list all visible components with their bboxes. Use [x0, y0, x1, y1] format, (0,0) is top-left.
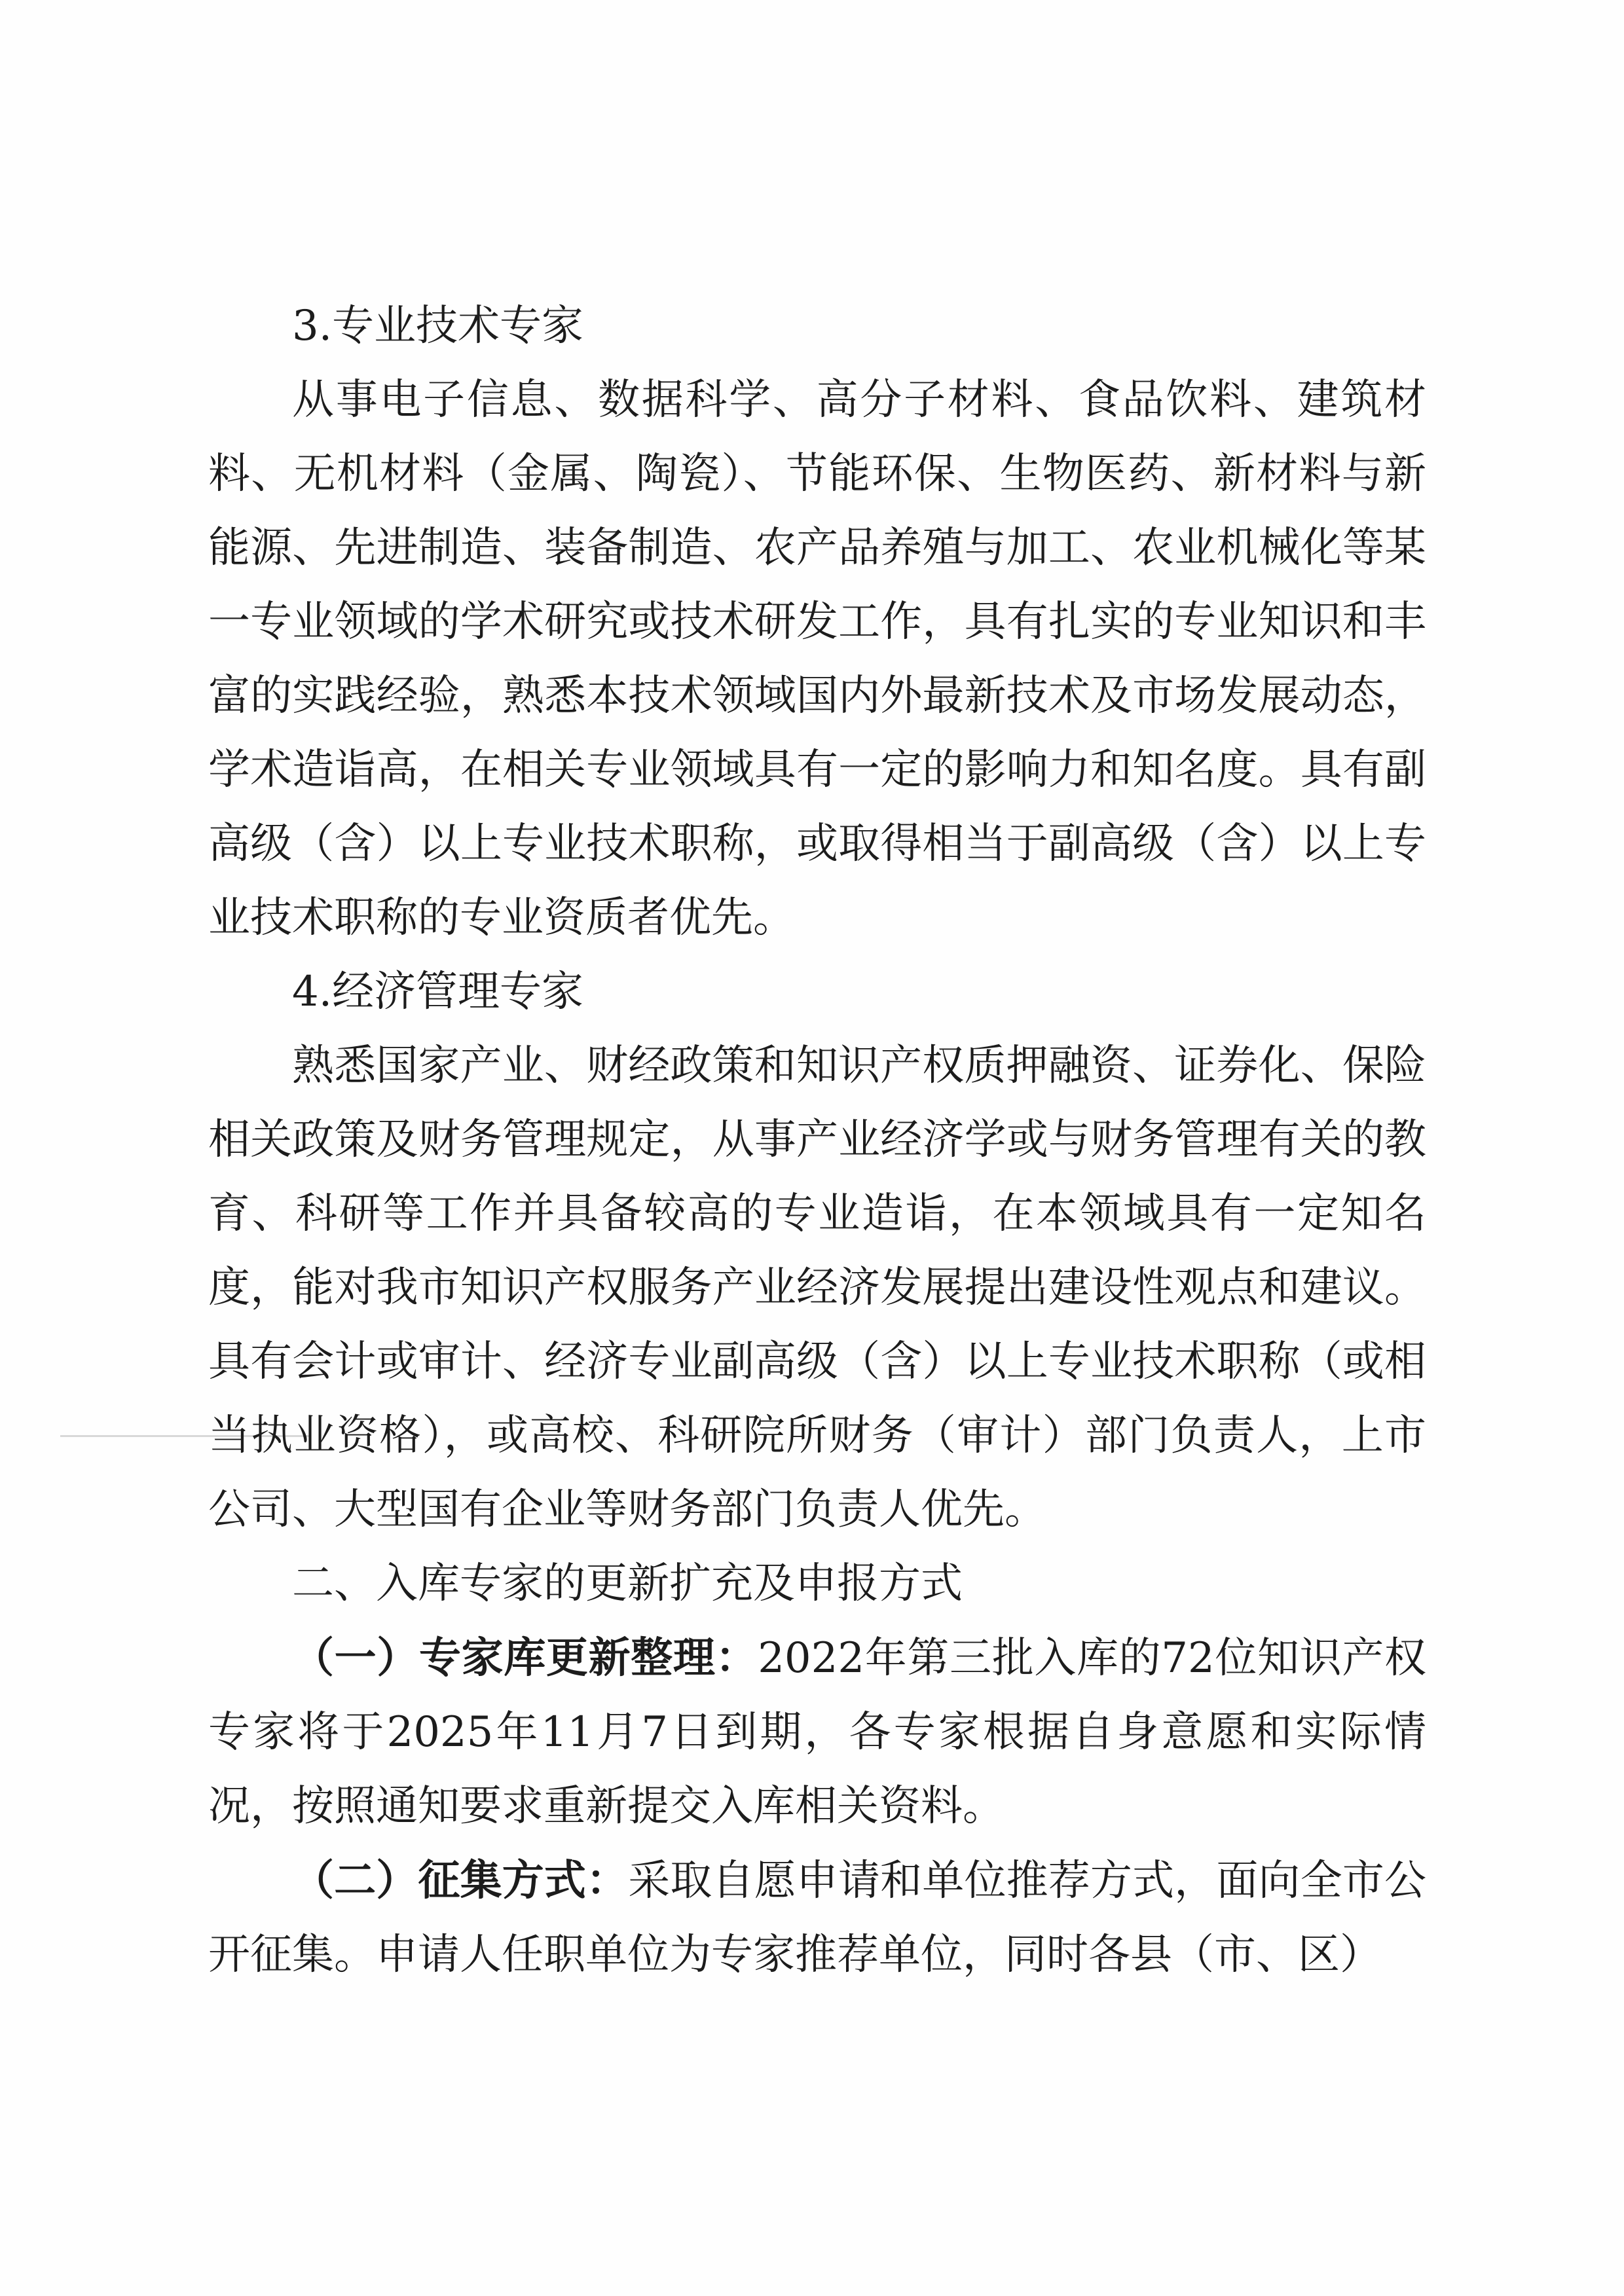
section-2-heading: 二、入库专家的更新扩充及申报方式	[292, 1559, 963, 1608]
subsection-1-label: （一）专家库更新整理：	[292, 1633, 758, 1683]
document-body	[208, 289, 1426, 1992]
subsection-1-paragraph	[208, 1621, 1426, 1844]
subsection-2-label: （二）征集方式：	[292, 1856, 629, 1905]
subsection-2-paragraph	[208, 1844, 1426, 1992]
subsection-1-text: 2022年第三批入库的72位知识产权专家将于2025年11月7日到期，各专家根据自身意愿和实际情况，按照通知要求重新提交入库相关资料。	[208, 1634, 1427, 1831]
subsection-2-text: 采取自愿申请和单位推荐方式，面向全市公开征集。申请人任职单位为专家推荐单位，同时各县（市、区）	[208, 1857, 1427, 1979]
item-4-paragraph: 熟悉国家产业、财经政策和知识产权质押融资、证券化、保险相关政策及财务管理规定，从事产业经济学或与财务管理有关的教育、科研等工作并具备较高的专业造诣，在本领域具有一定知名度，能对我市知识产权服务产业经济发展提出建设性观点和建议。具有会计或审计、经济专业副高级（含）以上专业技术职称（或相当执业资格），或高校、科研院所财务（审计）部门负责人，上市公司、大型国有企业等财务部门负责人优先。	[208, 1042, 1426, 1534]
item-4-heading: 4.经济管理专家	[292, 968, 584, 1016]
item-3-heading: 3.专业技术专家	[292, 302, 584, 350]
item-3-paragraph: 从事电子信息、数据科学、高分子材料、食品饮料、建筑材料、无机材料（金属、陶瓷）、节能环保、生物医药、新材料与新能源、先进制造、装备制造、农产品养殖与加工、农业机械化等某一专业领域的学术研究或技术研发工作，具有扎实的专业知识和丰富的实践经验，熟悉本技术领域国内外最新技术及市场发展动态，学术造诣高，在相关专业领域具有一定的影响力和知名度。具有副高级（含）以上专业技术职称，或取得相当于副高级（含）以上专业技术职称的专业资质者优先。	[208, 376, 1426, 942]
